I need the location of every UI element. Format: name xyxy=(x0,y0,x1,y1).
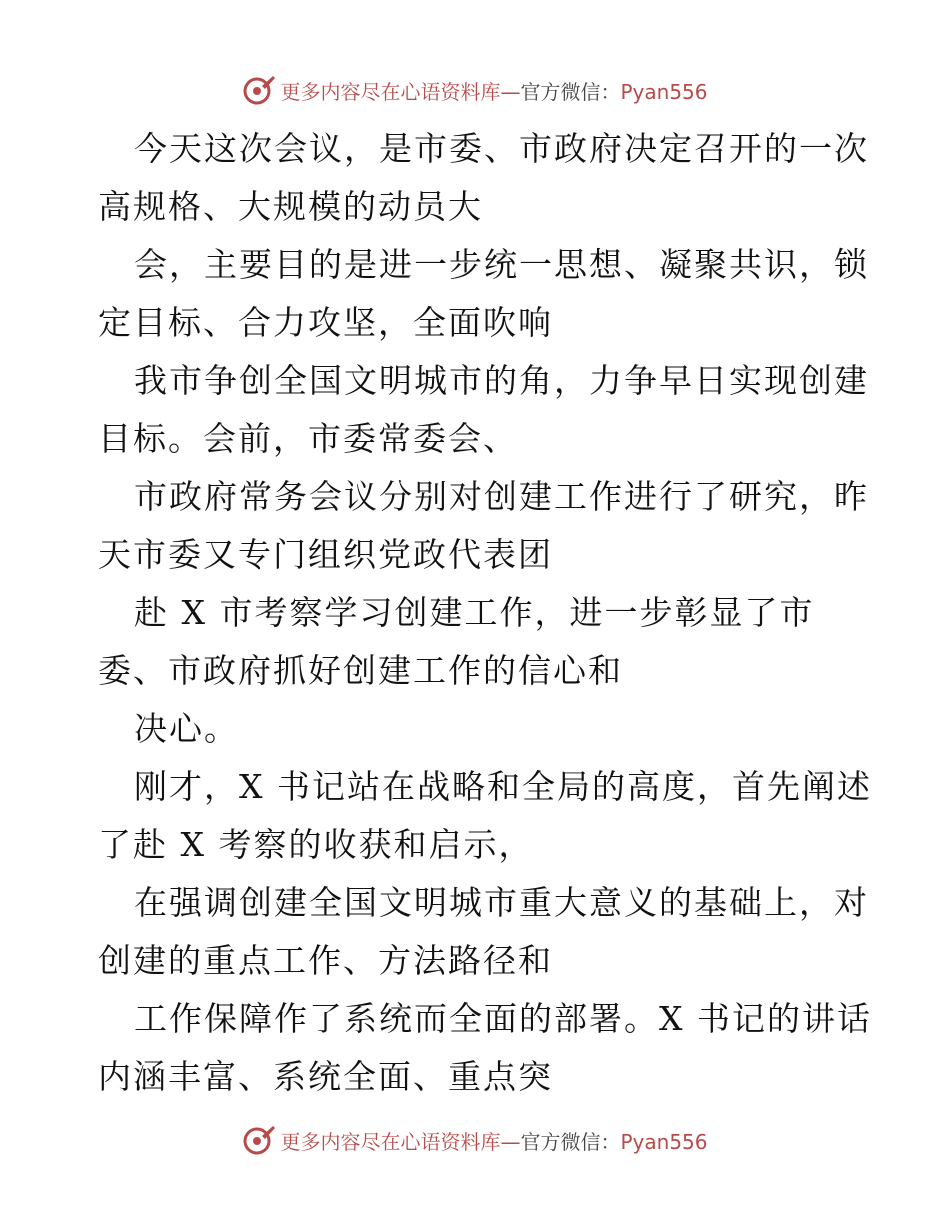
paragraph-line: 会，主要目的是进一步统一思想、凝聚共识，锁 xyxy=(134,245,869,284)
paragraph xyxy=(98,120,869,236)
footer-wechat-label: 官方微信： xyxy=(520,1129,621,1154)
paragraph-line: 了赴 X 考察的收获和启示， xyxy=(98,825,534,864)
paragraph-line: 今天这次会议，是市委、市政府决定召开的一次 xyxy=(134,129,869,168)
paragraph-line: 定目标、合力攻坚，全面吹响 xyxy=(98,303,553,342)
paragraph-line: 决心。 xyxy=(134,709,239,748)
paragraph-line: 创建的重点工作、方法路径和 xyxy=(98,941,553,980)
paragraph xyxy=(98,758,872,874)
brush-logo-icon xyxy=(242,73,276,107)
paragraph-line: 天市委又专门组织党政代表团 xyxy=(98,535,553,574)
paragraph xyxy=(98,352,869,468)
paragraph-line: 我市争创全国文明城市的角，力争早日实现创建 xyxy=(134,361,869,400)
paragraph-line: 赴 X 市考察学习创建工作，进一步彰显了市 xyxy=(134,593,815,632)
header-wechat-id: Pyan556 xyxy=(620,79,708,104)
header-wechat-label: 官方微信： xyxy=(520,79,621,104)
paragraph-line: 刚才，X 书记站在战略和全局的高度，首先阐述 xyxy=(134,767,872,806)
paragraph-line: 市政府常务会议分别对创建工作进行了研究，昨 xyxy=(134,477,869,516)
header-text xyxy=(280,76,707,105)
header-site-text: 更多内容尽在心语资料库 xyxy=(280,79,501,104)
paragraph xyxy=(98,236,869,352)
paragraph-line: 内涵丰富、系统全面、重点突 xyxy=(98,1057,553,1096)
header-banner xyxy=(0,70,950,110)
paragraph xyxy=(98,700,858,758)
paragraph-line: 高规格、大规模的动员大 xyxy=(98,187,483,226)
document-body xyxy=(98,120,872,1106)
paragraph-line: 委、市政府抓好创建工作的信心和 xyxy=(98,651,623,690)
header-dash: — xyxy=(500,79,521,104)
paragraph-line: 在强调创建全国文明城市重大意义的基础上，对 xyxy=(134,883,869,922)
paragraph xyxy=(98,990,872,1106)
paragraph xyxy=(98,874,869,990)
footer-dash: — xyxy=(500,1129,521,1154)
footer-site-text: 更多内容尽在心语资料库 xyxy=(280,1129,501,1154)
footer-text xyxy=(280,1126,707,1155)
paragraph-line: 目标。会前，市委常委会、 xyxy=(98,419,518,458)
paragraph xyxy=(98,468,869,584)
brush-logo-icon xyxy=(242,1123,276,1157)
paragraph-line: 工作保障作了系统而全面的部署。X 书记的讲话 xyxy=(134,999,872,1038)
paragraph xyxy=(98,584,858,700)
footer-banner xyxy=(0,1120,950,1160)
footer-wechat-id: Pyan556 xyxy=(620,1129,708,1154)
